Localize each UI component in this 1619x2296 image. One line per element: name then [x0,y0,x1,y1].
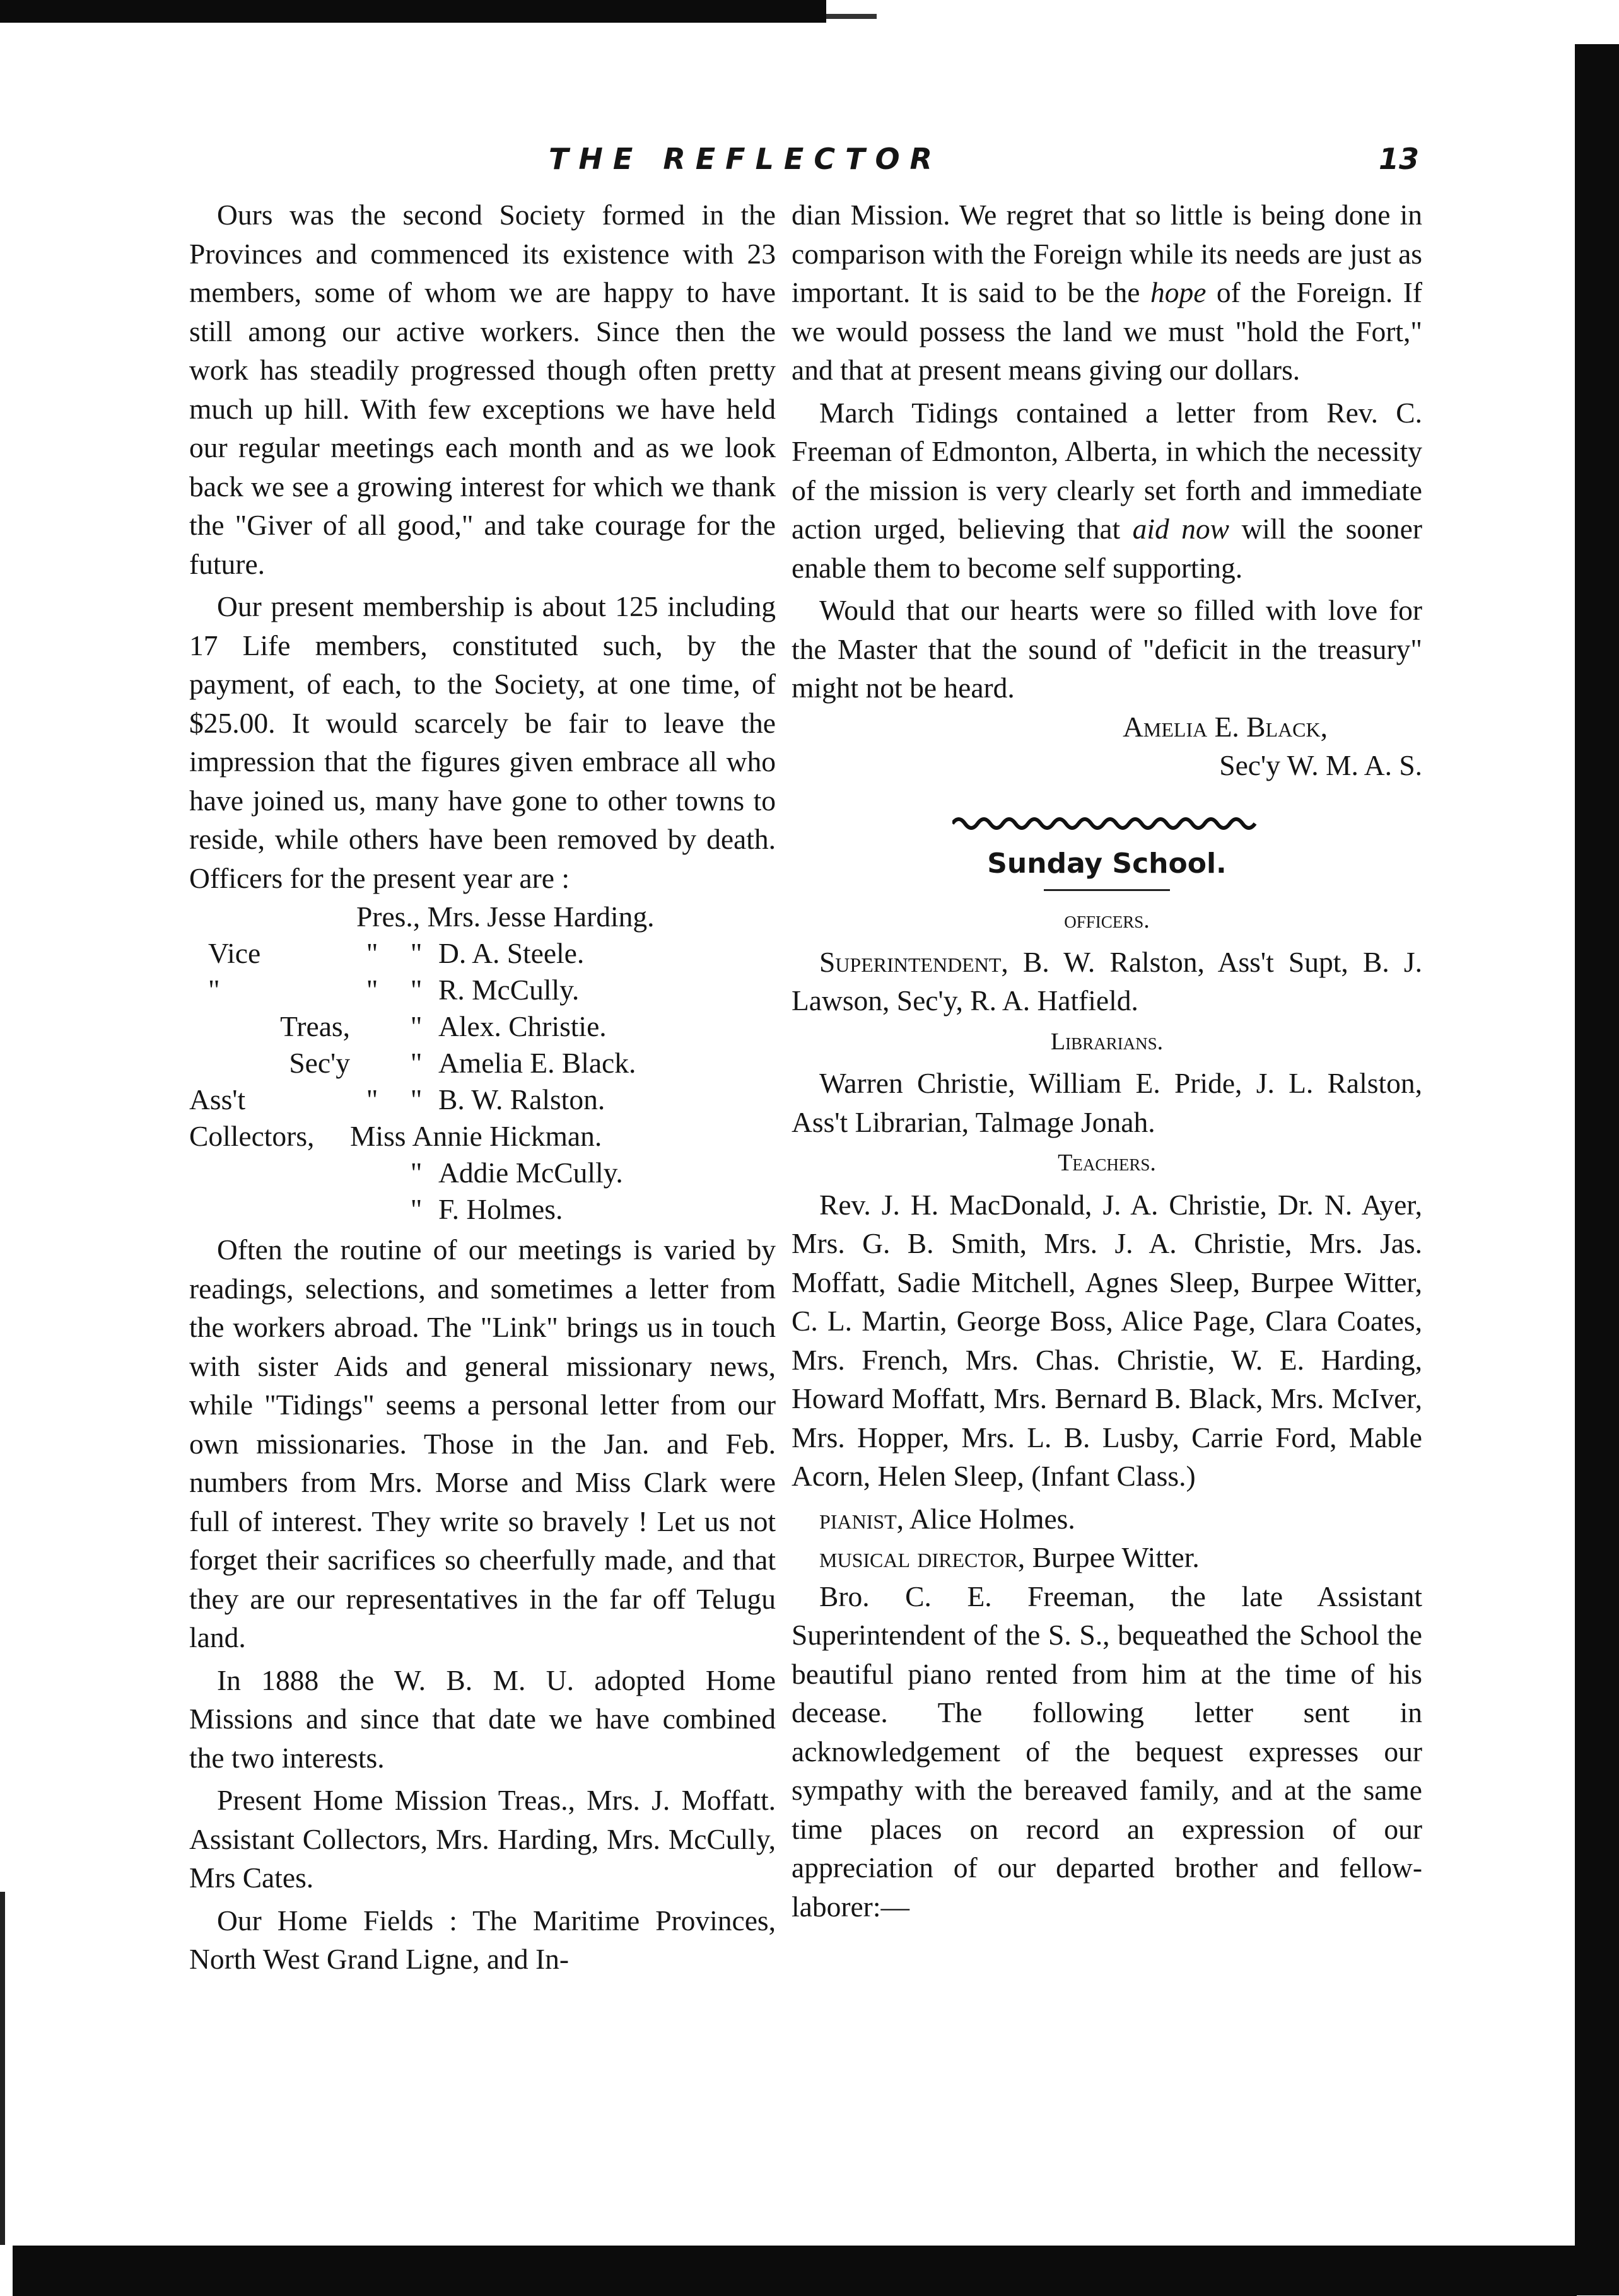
paragraph: Warren Christie, William E. Pride, J. L. Ralston, Ass't Librarian, Talmage Jonah. [792,1067,1422,1138]
left-column [189,195,776,1979]
officer-name: B. W. Ralston. [438,1083,605,1116]
paragraph [792,1538,1422,1577]
publication-title: THE REFLECTOR [549,142,942,176]
paragraph [792,1500,1422,1539]
society-officers-list [189,897,776,1227]
officer-role: " [208,974,220,1006]
paragraph: In 1888 the W. B. M. U. adopted Home Missions and since that date we have combined the two interests. [189,1664,776,1774]
ditto-mark [350,1007,394,1044]
officer-row [189,1044,776,1080]
running-head [189,142,1419,192]
officer-row [189,1080,776,1117]
officer-role [189,897,350,934]
paragraph [792,943,1422,1020]
text-run: dian Mission. We regret that so little is being done in comparison with the Foreign while its needs are just as important. It is said to be the [792,199,1422,308]
officer-title: " [410,1047,423,1079]
officer-row [189,897,776,934]
role-label: musical director, [819,1541,1026,1573]
officer-row [189,1190,776,1227]
text-run: of the Foreign. If we would possess the land we must "hold the Fort," and that at present means giving our dollars. [792,276,1423,386]
officer-role: Collectors, [189,1120,315,1152]
officer-title: " [410,1083,423,1116]
paragraph [792,195,1422,390]
ditto-mark: " [366,937,378,969]
officer-title: Miss [350,1120,406,1152]
officer-title: " [410,937,423,969]
signature-title: Sec'y W. M. A. S. [1219,749,1422,781]
officer-title: " [410,1157,423,1189]
paragraph [792,393,1422,588]
officer-name: Annie Hickman. [412,1120,602,1152]
officer-row [189,1117,776,1153]
officer-role: Sec'y [289,1047,350,1079]
paragraph: Bro. C. E. Freeman, the late Assistant Superintendent of the S. S., bequeathed the School the beautiful piano rented from him at the time of his decease. The following letter sent in acknowledgement of the bequest expresses our sympathy with the bereaved family, and at the same time places on record an expression of our appreciation of our departed brother and fellow-laborer:— [792,1580,1422,1923]
officer-row [189,1153,776,1190]
officer-role [189,1153,350,1190]
wavy-ornament [792,804,1422,829]
officer-row [189,934,776,970]
paragraph: Present Home Mission Treas., Mrs. J. Moffatt. Assistant Collectors, Mrs. Harding, Mrs. McCully, Mrs Cates. [189,1784,776,1894]
paragraph: Our Home Fields : The Maritime Provinces, North West Grand Ligne, and In- [189,1904,776,1975]
ditto-mark: " [366,1083,378,1116]
officer-title: " [410,974,423,1006]
text-run: Alice Holmes. [909,1502,1075,1535]
officer-name: Addie McCully. [438,1157,623,1189]
scan-border-left [0,1892,5,2245]
text-run: will the sooner enable them to become self supporting. [792,513,1422,584]
page-number: 13 [1378,142,1419,176]
officer-name: F. Holmes. [438,1193,563,1225]
subhead-teachers: Teachers. [1058,1150,1156,1176]
officer-role [189,1190,350,1227]
text-run: Burpee Witter. [1032,1541,1200,1573]
officer-row [189,1007,776,1044]
officer-title: Pres., Mrs. [356,900,481,933]
officer-name: Jesse Harding. [487,900,655,933]
text-run: March Tidings contained a letter from Rev. C. Freeman of Edmonton, Alberta, in which the necessity of the mission is very clearly set forth and immediate action urged, believing that [792,396,1422,545]
officer-role: Ass't [189,1083,246,1116]
ditto-mark [350,1153,394,1190]
officer-row [189,970,776,1007]
scan-border-top-tail [826,14,877,19]
section-heading-sunday-school: Sunday School. [987,847,1227,880]
ditto-mark [350,1044,394,1080]
subhead-librarians: Librarians. [1050,1028,1164,1055]
officer-title: " [410,1010,423,1042]
officer-name: Alex. Christie. [438,1010,607,1042]
paragraph: Would that our hearts were so filled with love for the Master that the sound of "deficit in the treasury" might not be heard. [792,594,1422,704]
ditto-mark: " [366,974,378,1006]
emphasis: hope [1150,276,1207,308]
subhead-officers: officers. [1064,907,1150,933]
paragraph: Our present membership is about 125 including 17 Life members, constituted such, by the payment, of each, to the Society, at one time, of $25.00. It would scarcely be fair to leave the impression that the figures given embrace all who have joined us, many have gone to other towns to reside, while others have been removed by death. Officers for the present year are : [189,590,776,894]
signature-name: Amelia E. Black, [1123,710,1328,743]
right-column [792,195,1422,1926]
paragraph: Ours was the second Society formed in the Provinces and commenced its existence with 23 members, some of whom we are happy to have still among our active workers. Since then the work has steadily progressed though often pretty much up hill. With few exceptions we have held our regular meetings each month and as we look back we see a growing interest for which we thank the "Giver of all good," and take courage for the future. [189,199,776,580]
emphasis: aid now [1132,513,1230,545]
role-label: pianist, [819,1502,904,1535]
heading-rule [1044,889,1170,891]
text-run: B. W. Ralston, Ass't Supt, B. J. Lawson, Sec'y, R. A. Hatfield. [792,945,1423,1017]
paragraph: Rev. J. H. MacDonald, J. A. Christie, Dr. N. Ayer, Mrs. G. B. Smith, Mrs. J. A. Christie, Mrs. Jas. Moffatt, Sadie Mitchell, Agnes Sleep, Burpee Witter, C. L. Martin, George Boss, Alice Page, Clara Coates, Mrs. French, Mrs. Chas. Christie, W. E. Harding, Howard Moffatt, Mrs. Bernard B. Black, Mrs. McIver, Mrs. Hopper, Mrs. L. B. Lusby, Carrie Ford, Mable Acorn, Helen Sleep, (Infant Class.) [792,1188,1422,1492]
ditto-mark [350,1190,394,1227]
scan-border-top [0,0,826,23]
officer-name: Amelia E. Black. [438,1047,636,1079]
paragraph: Often the routine of our meetings is varied by readings, selections, and sometimes a letter from the workers abroad. The "Link" brings us in touch with sister Aids and general missionary news, while "Tidings" seems a personal letter from our own missionaries. Those in the Jan. and Feb. numbers from Mrs. Morse and Miss Clark were full of interest. They write so bravely ! Let us not forget their sacrifices so cheerfully made, and that they are our representatives in the far off Telugu land. [189,1233,776,1653]
officer-title: " [410,1193,423,1225]
signature-block [792,708,1422,785]
officer-name: R. McCully. [438,974,580,1006]
officer-role: Vice [208,937,261,969]
role-label: Superintendent, [819,945,1008,978]
scan-border-right [1575,44,1619,2295]
scan-border-bottom [13,2246,1577,2296]
officer-role: Treas, [280,1010,350,1042]
officer-name: D. A. Steele. [438,937,585,969]
